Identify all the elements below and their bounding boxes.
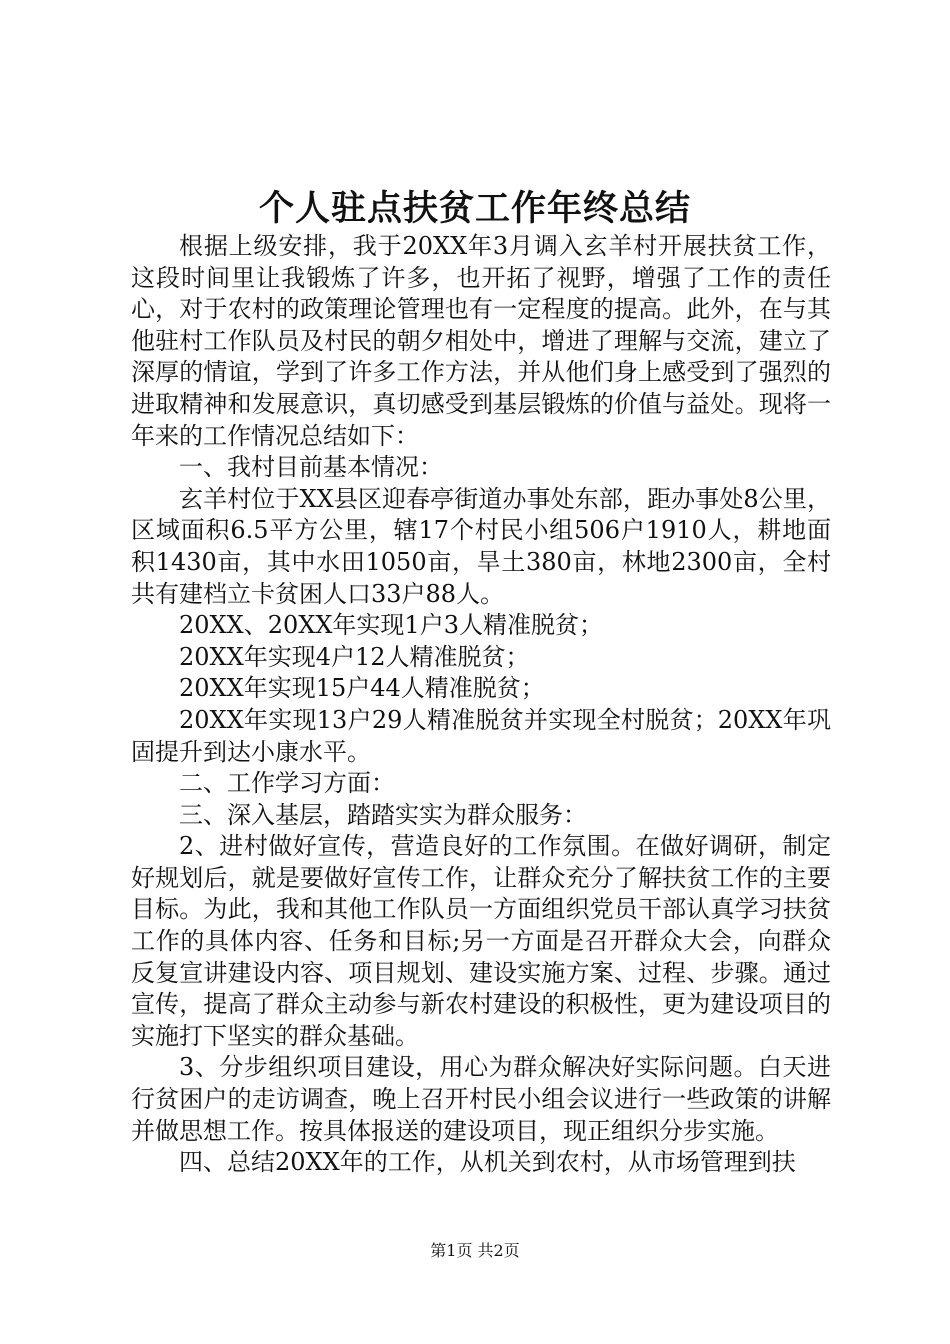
paragraph-intro: 根据上级安排，我于20XX年3月调入玄羊村开展扶贫工作，这段时间里让我锻炼了许多，也开拓了视野，增强了工作的责任心，对于农村的政策理论管理也有一定程度的提高。此外，在与其他驻村工作队员及村民的朝夕相处中，增进了理解与交流，建立了深厚的情谊，学到了许多工作方法，并从他们身上感受到了强烈的进取精神和发展意识，真切感受到基层锻炼的价值与益处。现将一年来的工作情况总结如下：	[131, 232, 831, 450]
section-heading-summary: 四、总结20XX年的工作，从机关到农村，从市场管理到扶	[179, 1148, 796, 1177]
section-heading-basic-info: 一、我村目前基本情况：	[179, 453, 443, 482]
paragraph-poverty-year-1: 20XX、20XX年实现1户3人精准脱贫；	[179, 611, 603, 640]
paragraph-publicity: 2、进村做好宣传，营造良好的工作氛围。在做好调研，制定好规划后，就是要做好宣传工作，让群众充分了解扶贫工作的主要目标。为此，我和其他工作队员一方面组织党员干部认真学习扶贫工作的具体内容、任务和目标;另一方面是召开群众大会，向群众反复宣讲建设内容、项目规划、建设实施方案、过程、步骤。通过宣传，提高了群众主动参与新农村建设的积极性，更为建设项目的实施打下坚实的群众基础。	[131, 832, 831, 1050]
paragraph-village-info: 玄羊村位于XX县区迎春亭街道办事处东部，距办事处8公里，区域面积6.5平方公里，辖17个村民小组506户1910人，耕地面积1430亩，其中水田1050亩，旱土380亩，林地2300亩，全村共有建档立卡贫困人口33户88人。	[131, 484, 831, 608]
section-heading-work-study: 二、工作学习方面：	[179, 769, 395, 798]
document-title: 个人驻点扶贫工作年终总结	[258, 188, 691, 229]
paragraph-poverty-year-2: 20XX年实现4户12人精准脱贫；	[179, 642, 530, 671]
paragraph-poverty-year-4: 20XX年实现13户29人精准脱贫并实现全村脱贫；20XX年巩固提升到达小康水平。	[131, 705, 831, 766]
section-heading-grassroots: 三、深入基层，踏踏实实为群众服务：	[179, 800, 587, 829]
paragraph-project-construction: 3、分步组织项目建设，用心为群众解决好实际问题。白天进行贫困户的走访调查，晚上召开村民小组会议进行一些政策的讲解并做思想工作。按具体报送的建设项目，现正组织分步实施。	[131, 1053, 831, 1145]
document-body	[131, 231, 831, 1179]
paragraph-poverty-year-3: 20XX年实现15户44人精准脱贫；	[179, 674, 545, 703]
page-footer: 第1页 共2页	[430, 1241, 520, 1260]
